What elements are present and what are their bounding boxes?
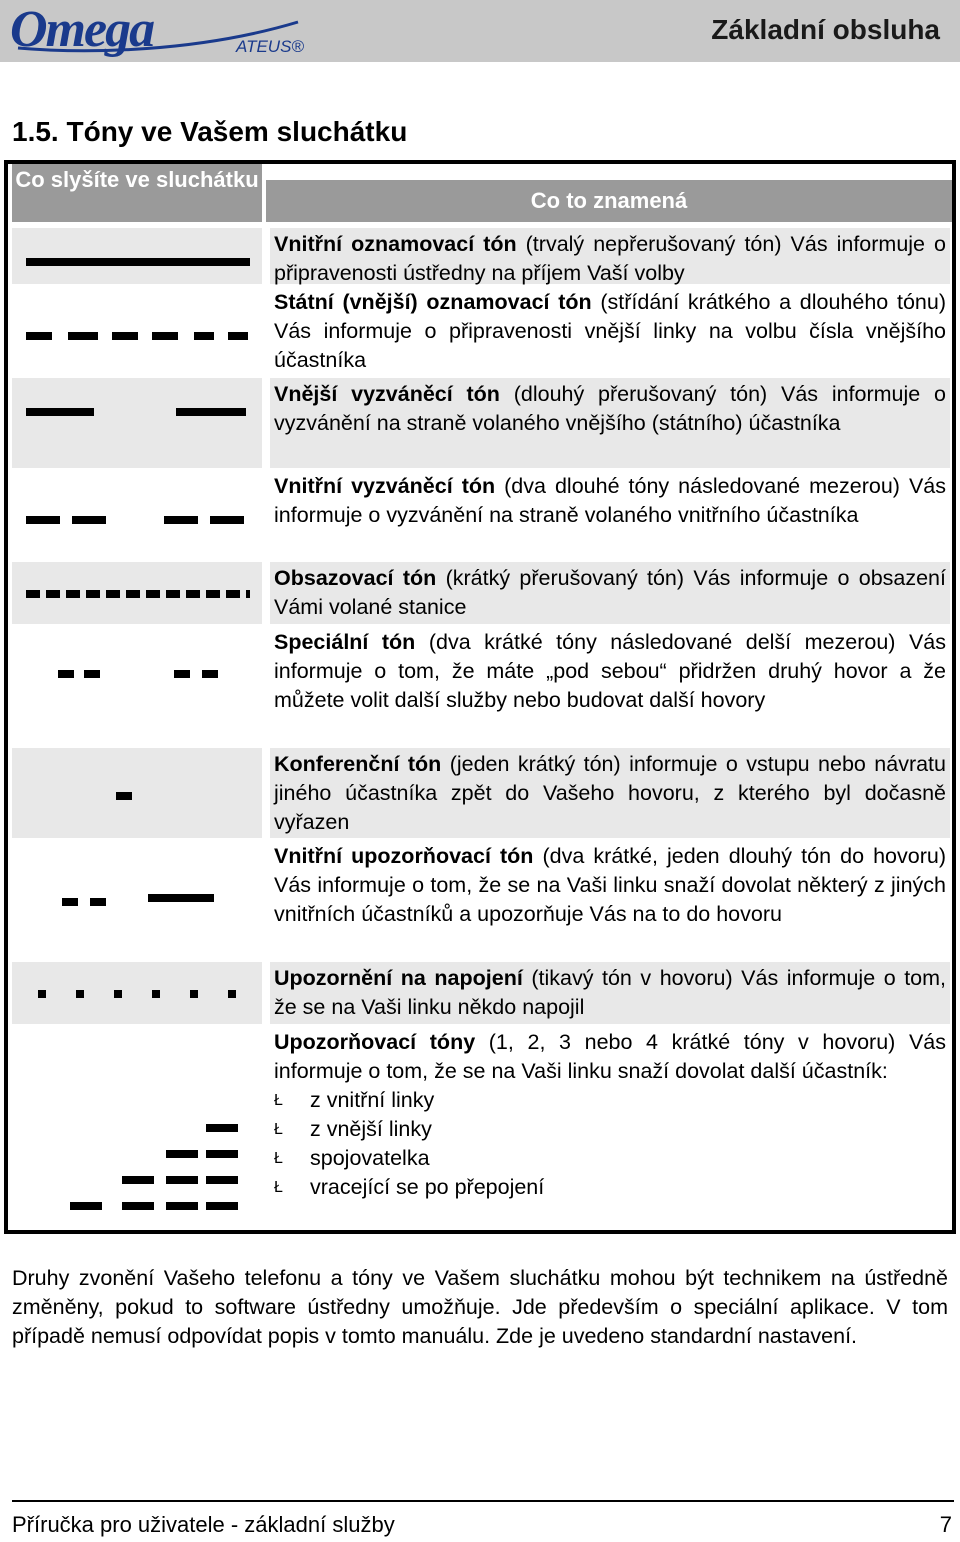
list-item — [274, 1086, 946, 1115]
tone-row-5 — [270, 562, 950, 624]
tone-pattern-busy — [12, 562, 262, 624]
tone-pattern-notification — [12, 1026, 262, 1230]
omega-ateus-logo — [8, 2, 308, 63]
page-number: 7 — [939, 1512, 952, 1537]
tone-name: Vnitřní upozorňovací tón — [274, 844, 534, 868]
tone-row-4 — [270, 470, 950, 560]
tone-row-3 — [270, 378, 950, 468]
tone-desc: (1, 2, 3 nebo 4 krátké tóny v hovoru) Vás informuje o tom, že se na Vaši linku snaží dovolat další účastník: — [274, 1030, 946, 1083]
meaning-column — [266, 164, 952, 1230]
list-item-label: vracející se po přepojení — [310, 1175, 545, 1199]
svg-text:Omega: Omega — [10, 2, 154, 58]
list-item-label: spojovatelka — [310, 1146, 430, 1170]
tone-desc: (dva krátké tóny následované delší mezerou) Vás informuje o tom, že máte „pod sebou“ přidržen druhý hovor a že můžete volit další služby nebo budovat další hovory — [274, 630, 946, 712]
tone-row-1 — [270, 228, 950, 284]
tone-desc: (trvalý nepřerušovaný tón) Vás informuje o připravenosti ústředny na příjem Vaší volby — [274, 232, 946, 285]
list-item-label: z vnější linky — [310, 1117, 432, 1141]
tone-name: Vnitřní vyzváněcí tón — [274, 474, 496, 498]
bullet-marker: Ł — [274, 1179, 283, 1196]
tone-name: Speciální tón — [274, 630, 416, 654]
tone-pattern-conference — [12, 748, 262, 838]
page-header — [0, 0, 960, 62]
tone-pattern-internal-waiting — [12, 840, 262, 960]
settings-note: Druhy zvonění Vašeho telefonu a tóny ve Vašem sluchátku mohou být technikem na ústředně změněny, pokud to software ústředny umožňuje. Jde především o speciální aplikace. V tom případě nemusí odpovídat popis v tomto manuálu. Zde je uvedeno standardní nastavení. — [12, 1266, 948, 1348]
tone-patterns-column — [8, 164, 264, 1230]
caller-type-list — [274, 1086, 946, 1202]
tone-desc: (krátký přerušovaný tón) Vás informuje o obsazení Vámi volané stanice — [274, 566, 946, 619]
list-item-label: z vnitřní linky — [310, 1088, 435, 1112]
list-item — [274, 1144, 946, 1173]
tone-name: Státní (vnější) oznamovací tón — [274, 290, 592, 314]
tone-desc: (jeden krátký tón) informuje o vstupu nebo návratu jiného účastníka zpět do Vašeho hovoru, z kterého byl dočasně vyřazen — [274, 752, 946, 834]
section-title: 1.5. Tóny ve Vašem sluchátku — [12, 116, 408, 147]
tone-row-7 — [270, 748, 950, 838]
right-column-header: Co to znamená — [266, 180, 952, 222]
list-item — [274, 1173, 946, 1202]
bullet-marker: Ł — [274, 1121, 283, 1138]
tone-desc: (střídání krátkého a dlouhého tónu) Vás informuje o připravenosti vnější linky na volbu čísla vnějšího účastníka — [274, 290, 946, 372]
tone-name: Vnitřní oznamovací tón — [274, 232, 517, 256]
left-header-label: Co slyšíte ve sluchátku — [15, 167, 259, 192]
tone-pattern-external-ringing — [12, 378, 262, 468]
tone-desc: (dlouhý přerušovaný tón) Vás informuje o vyzvánění na straně volaného vnějšího (státního) účastníka — [274, 382, 946, 435]
footer-divider — [12, 1500, 954, 1502]
tone-name: Upozornění na napojení — [274, 966, 523, 990]
svg-text:ATEUS®: ATEUS® — [236, 37, 304, 56]
tone-name: Obsazovací tón — [274, 566, 437, 590]
tone-desc: (dva krátké, jeden dlouhý tón do hovoru) Vás informuje o tom, že se na Vaši linku snaží dovolat některý z jiných vnitřních účastníků a upozorňuje Vás na to do hovoru — [274, 844, 947, 926]
tone-pattern-external-dial — [12, 286, 262, 376]
bullet-marker: Ł — [274, 1092, 283, 1109]
tone-row-2 — [270, 286, 950, 376]
tone-pattern-internal-ringing — [12, 470, 262, 560]
tone-row-8 — [270, 840, 950, 960]
tone-name: Konferenční tón — [274, 752, 442, 776]
tone-desc: (dva dlouhé tóny následované mezerou) Vás informuje o vyzvánění na straně volaného vnitřního účastníka — [274, 474, 946, 527]
tone-pattern-special — [12, 626, 262, 746]
tones-table — [4, 160, 956, 1234]
footer-title: Příručka pro uživatele - základní služby — [12, 1512, 395, 1537]
bullet-marker: Ł — [274, 1150, 283, 1167]
tone-name: Upozorňovací tóny — [274, 1030, 476, 1054]
tone-row-10 — [270, 1026, 950, 1230]
tone-pattern-internal-dial — [12, 228, 262, 284]
list-item — [274, 1115, 946, 1144]
tone-name: Vnější vyzváněcí tón — [274, 382, 500, 406]
left-column-header — [12, 164, 262, 222]
tone-desc: (tikavý tón v hovoru) Vás informuje o tom, že se na Vaši linku někdo napojil — [274, 966, 947, 1019]
tone-row-6 — [270, 626, 950, 746]
tone-row-9 — [270, 962, 950, 1024]
header-title: Základní obsluha — [711, 14, 940, 45]
tone-pattern-intrusion — [12, 962, 262, 1024]
